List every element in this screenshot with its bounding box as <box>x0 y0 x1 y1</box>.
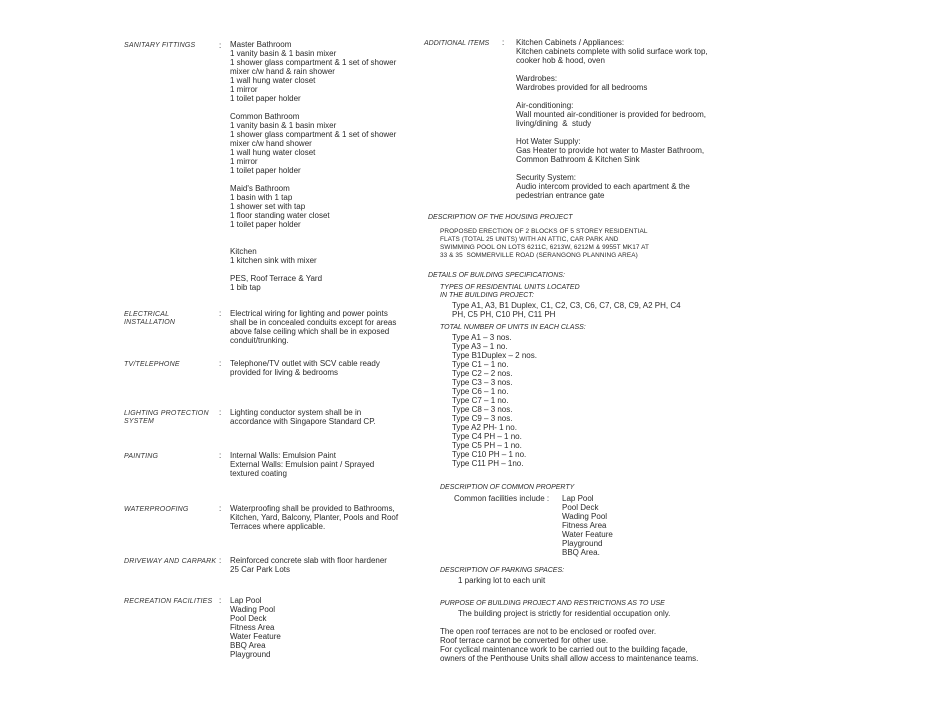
additional-content <box>516 38 726 200</box>
text-line: Type A1, A3, B1 Duplex, C1, C2, C3, C6, C7, C8, C9, A2 PH, C4 <box>452 301 681 310</box>
text-line: 1 vanity basin & 1 basin mixer <box>230 121 337 130</box>
text-line: FLATS (TOTAL 25 UNITS) WITH AN ATTIC, CAR PARK AND <box>440 236 619 243</box>
text-line: Common Bathroom <box>230 112 300 121</box>
master-bathroom-list <box>230 40 418 103</box>
text-line: Playground <box>230 650 271 659</box>
text-line: Type C7 – 1 no. <box>452 396 509 405</box>
totals-list <box>452 333 728 468</box>
text-line: Lap Pool <box>230 596 262 605</box>
building-specs-section <box>428 272 728 468</box>
text-line: External Walls: Emulsion paint / Sprayed <box>230 460 375 469</box>
text-line: Roof terrace cannot be converted for other use. <box>440 636 609 645</box>
text-line: Kitchen, Yard, Balcony, Planter, Pools and Roof <box>230 513 399 522</box>
text-line: living/dining & study <box>516 119 592 128</box>
text-line: Type C10 PH – 1 no. <box>452 450 527 459</box>
text-line: Type A3 – 1 no. <box>452 342 508 351</box>
common-bathroom-list <box>230 112 418 175</box>
text-line: 1 toilet paper holder <box>230 220 301 229</box>
colon: : <box>219 41 222 50</box>
text-line: Gas Heater to provide hot water to Master Bathroom, <box>516 146 705 155</box>
hot-water-list <box>516 137 726 164</box>
text-line: Kitchen cabinets complete with solid surface work top, <box>516 47 708 56</box>
text-line: provided for living & bedrooms <box>230 368 339 377</box>
text-line: 1 basin with 1 tap <box>230 193 293 202</box>
text-line: 1 toilet paper holder <box>230 166 301 175</box>
text-line: Internal Walls: Emulsion Paint <box>230 451 336 460</box>
text-line: PROPOSED ERECTION OF 2 BLOCKS OF 5 STOREY RESIDENTIAL <box>440 228 648 235</box>
text-line: Lap Pool <box>562 494 594 503</box>
text-line: pedestrian entrance gate <box>516 191 605 200</box>
parking-heading: DESCRIPTION OF PARKING SPACES: <box>440 567 565 574</box>
text-line: 1 toilet paper holder <box>230 94 301 103</box>
common-property-section <box>440 484 740 557</box>
text-line: Type B1Duplex – 2 nos. <box>452 351 537 360</box>
text-line: Wading Pool <box>562 512 608 521</box>
text-line: Lighting conductor system shall be in <box>230 408 362 417</box>
section-label <box>124 361 216 369</box>
text-line: Wall mounted air-conditioner is provided for bedroom, <box>516 110 707 119</box>
text-line: Hot Water Supply: <box>516 137 581 146</box>
text-line: Reinforced concrete slab with floor hardener <box>230 556 387 565</box>
colon: : <box>502 38 505 47</box>
text-line: ELECTRICAL <box>124 311 170 318</box>
text-line: 1 shower set with tap <box>230 202 306 211</box>
text-line: Kitchen Cabinets / Appliances: <box>516 38 625 47</box>
text-line: Audio intercom provided to each apartment & the <box>516 182 690 191</box>
text-line: cooker hob & hood, oven <box>516 56 605 65</box>
colon: : <box>219 451 222 460</box>
text-line: 1 shower glass compartment & 1 set of shower <box>230 130 397 139</box>
text-line: Electrical wiring for lighting and power points <box>230 309 388 318</box>
text-line: Maid's Bathroom <box>230 184 290 193</box>
text-line: Type C2 – 2 nos. <box>452 369 513 378</box>
housing-project-section <box>428 214 728 260</box>
driveway-text <box>230 556 418 574</box>
text-line: Waterproofing shall be provided to Bathrooms, <box>230 504 395 513</box>
text-line: Type C3 – 3 nos. <box>452 378 513 387</box>
section-label <box>124 598 216 606</box>
colon: : <box>219 504 222 513</box>
section-label <box>124 506 216 514</box>
text-line: SYSTEM <box>124 418 154 425</box>
aircon-list <box>516 101 726 128</box>
text-line: TYPES OF RESIDENTIAL UNITS LOCATED <box>440 284 580 291</box>
recreation-text <box>230 596 418 659</box>
text-line: Pool Deck <box>562 503 599 512</box>
purpose-notes <box>440 627 730 663</box>
waterproofing-text <box>230 504 418 531</box>
text-line: 1 mirror <box>230 157 258 166</box>
text-line: Wardrobes provided for all bedrooms <box>516 83 648 92</box>
text-line: PAINTING <box>124 453 159 460</box>
section-label <box>124 558 216 566</box>
types-heading <box>440 284 728 300</box>
wardrobes-list <box>516 74 726 92</box>
parking-text: 1 parking lot to each unit <box>458 576 546 585</box>
text-line: Type A1 – 3 nos. <box>452 333 512 342</box>
section-label <box>124 453 216 461</box>
text-line: PES, Roof Terrace & Yard <box>230 274 323 283</box>
text-line: Type A2 PH- 1 no. <box>452 423 517 432</box>
text-line: Water Feature <box>562 530 613 539</box>
text-line: above false ceiling which shall be in exposed <box>230 327 390 336</box>
text-line: LIGHTING PROTECTION <box>124 410 209 417</box>
common-lead: Common facilities include : <box>454 494 550 503</box>
maids-bathroom-list <box>230 184 418 229</box>
text-line: 1 bib tap <box>230 283 261 292</box>
text-line: shall be in concealed conduits except for areas <box>230 318 397 327</box>
security-list <box>516 173 726 200</box>
text-line: Air-conditioning: <box>516 101 574 110</box>
text-line: 1 wall hung water closet <box>230 148 316 157</box>
kitchen-list <box>230 247 418 265</box>
text-line: Kitchen <box>230 247 257 256</box>
text-line: RECREATION FACILITIES <box>124 598 213 605</box>
text-line: Master Bathroom <box>230 40 292 49</box>
text-line: Fitness Area <box>562 521 607 530</box>
colon: : <box>219 408 222 417</box>
text-line: Type C11 PH – 1no. <box>452 459 524 468</box>
text-line: Pool Deck <box>230 614 267 623</box>
text-line: Type C6 – 1 no. <box>452 387 509 396</box>
text-line: Type C9 – 3 nos. <box>452 414 513 423</box>
parking-section <box>440 567 740 585</box>
section-label <box>124 311 216 327</box>
section-label <box>124 410 216 426</box>
text-line: Fitness Area <box>230 623 275 632</box>
colon: : <box>219 556 222 565</box>
text-line: conduit/trunking. <box>230 336 289 345</box>
types-text <box>452 301 722 319</box>
text-line: DRIVEWAY AND CARPARK <box>124 558 217 565</box>
text-line: Common Bathroom & Kitchen Sink <box>516 155 640 164</box>
specs-heading: DETAILS OF BUILDING SPECIFICATIONS: <box>428 272 565 279</box>
text-line: PH, C5 PH, C10 PH, C11 PH <box>452 310 556 319</box>
common-heading: DESCRIPTION OF COMMON PROPERTY <box>440 484 575 491</box>
text-line: BBQ Area. <box>562 548 600 557</box>
housing-heading: DESCRIPTION OF THE HOUSING PROJECT <box>428 214 573 221</box>
total-heading: TOTAL NUMBER OF UNITS IN EACH CLASS: <box>440 324 586 331</box>
electrical-text <box>230 309 418 345</box>
text-line: Type C1 – 1 no. <box>452 360 509 369</box>
text-line: Terraces where applicable. <box>230 522 326 531</box>
text-line: IN THE BUILDING PROJECT: <box>440 292 534 299</box>
text-line: mixer c/w hand & rain shower <box>230 67 335 76</box>
colon: : <box>219 596 222 605</box>
text-line: accordance with Singapore Standard CP. <box>230 417 376 426</box>
text-line: 1 vanity basin & 1 basin mixer <box>230 49 337 58</box>
purpose-text: The building project is strictly for residential occupation only. <box>458 609 671 618</box>
text-line: Telephone/TV outlet with SCV cable ready <box>230 359 380 368</box>
pes-list <box>230 274 418 292</box>
housing-text <box>440 228 728 260</box>
text-line: 1 wall hung water closet <box>230 76 316 85</box>
text-line: 1 shower glass compartment & 1 set of shower <box>230 58 397 67</box>
text-line: owners of the Penthouse Units shall allow access to maintenance teams. <box>440 654 699 663</box>
purpose-heading: PURPOSE OF BUILDING PROJECT AND RESTRICTIONS AS TO USE <box>440 600 665 607</box>
text-line: For cyclical maintenance work to be carried out to the building façade, <box>440 645 688 654</box>
purpose-section <box>440 600 740 663</box>
colon: : <box>219 359 222 368</box>
text-line: 1 mirror <box>230 85 258 94</box>
text-line: BBQ Area <box>230 641 266 650</box>
sanitary-content <box>230 40 418 292</box>
text-line: 25 Car Park Lots <box>230 565 291 574</box>
text-line: TV/TELEPHONE <box>124 361 180 368</box>
text-line: Type C5 PH – 1 no. <box>452 441 522 450</box>
tv-text <box>230 359 418 377</box>
text-line: Type C8 – 3 nos. <box>452 405 513 414</box>
text-line: The open roof terraces are not to be enclosed or roofed over. <box>440 627 657 636</box>
text-line: WATERPROOFING <box>124 506 189 513</box>
colon: : <box>219 309 222 318</box>
text-line: Playground <box>562 539 603 548</box>
text-line: textured coating <box>230 469 287 478</box>
painting-text <box>230 451 418 478</box>
text-line: INSTALLATION <box>124 319 176 326</box>
text-line: Wardrobes: <box>516 74 558 83</box>
lighting-text <box>230 408 418 426</box>
text-line: SWIMMING POOL ON LOTS 6211C, 6213W, 6212M & 9955T MK17 AT <box>440 244 649 251</box>
section-label: ADDITIONAL ITEMS <box>424 40 490 47</box>
text-line: Type C4 PH – 1 no. <box>452 432 522 441</box>
text-line: Security System: <box>516 173 577 182</box>
common-items-list <box>562 494 613 557</box>
text-line: 33 & 35 SOMMERVILLE ROAD (SERANGONG PLANNING AREA) <box>440 252 638 259</box>
text-line: Water Feature <box>230 632 281 641</box>
text-line: 1 floor standing water closet <box>230 211 330 220</box>
text-line: Wading Pool <box>230 605 276 614</box>
text-line: mixer c/w hand shower <box>230 139 312 148</box>
kitchen-cabinets-list <box>516 38 726 65</box>
text-line: 1 kitchen sink with mixer <box>230 256 317 265</box>
section-label: SANITARY FITTINGS <box>124 42 196 49</box>
